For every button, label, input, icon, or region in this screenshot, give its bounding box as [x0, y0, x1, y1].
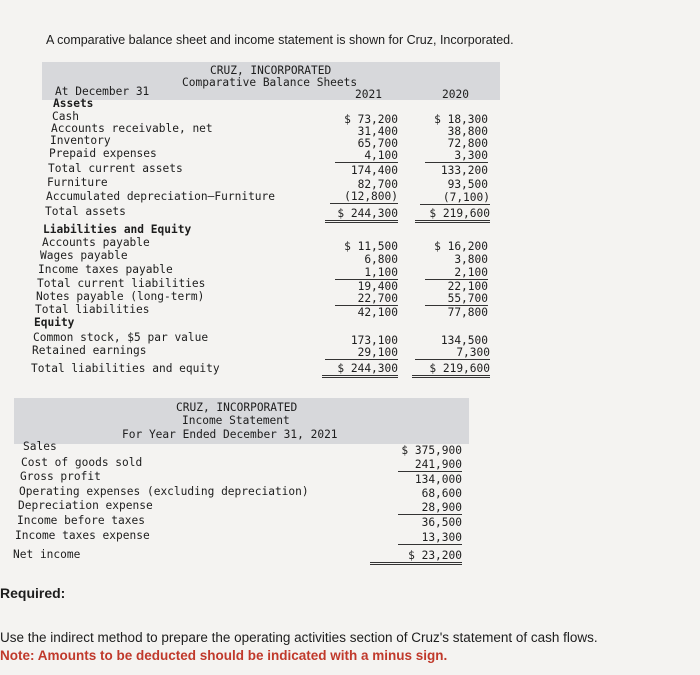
notes-payable-2021: 22,700	[335, 292, 398, 306]
total-liabilities-2020: 77,800	[447, 306, 488, 319]
total-current-assets-2021: 174,400	[350, 164, 398, 177]
row-label-depreciation-expense: Depreciation expense	[18, 499, 153, 512]
row-label-income-before-taxes: Income before taxes	[17, 514, 145, 527]
net-income-value: $ 23,200	[370, 549, 462, 565]
row-label-prepaid-expenses: Prepaid expenses	[49, 147, 157, 160]
total-assets-2020: $ 219,600	[415, 207, 490, 223]
furniture-2020: 93,500	[447, 178, 488, 191]
section-equity: Equity	[34, 316, 75, 329]
accounts-receivable-2021: 31,400	[357, 125, 398, 138]
income-statement-title: Income Statement	[182, 414, 290, 427]
sales-value: $ 375,900	[401, 444, 462, 457]
balance-sheet-col-2021: 2021	[355, 88, 382, 101]
required-label: Required:	[0, 585, 66, 601]
wages-payable-2020: 3,800	[454, 253, 488, 266]
row-label-cost-of-goods-sold: Cost of goods sold	[21, 456, 143, 469]
income-taxes-payable-2020: 2,100	[425, 266, 488, 280]
section-liabilities-and-equity: Liabilities and Equity	[43, 223, 192, 236]
inventory-2021: 65,700	[357, 137, 398, 150]
row-label-accounts-payable: Accounts payable	[42, 236, 150, 249]
total-assets-2021: $ 244,300	[325, 207, 398, 223]
common-stock-2020: 134,500	[440, 334, 488, 347]
total-liabilities-and-equity-2021: $ 244,300	[322, 362, 398, 378]
prepaid-expenses-2021: 4,100	[335, 149, 398, 163]
accounts-payable-2021: $ 11,500	[344, 240, 398, 253]
accumulated-depreciation-2020: (7,100)	[420, 191, 490, 205]
balance-sheet-col-2020: 2020	[442, 88, 469, 101]
cash-2021: $ 73,200	[344, 113, 398, 126]
operating-expenses-value: 68,600	[421, 487, 462, 500]
row-label-cash: Cash	[52, 110, 79, 123]
balance-sheet-company: CRUZ, INCORPORATED	[210, 64, 332, 77]
total-current-liabilities-2020: 22,100	[447, 280, 488, 293]
row-label-total-current-liabilities: Total current liabilities	[37, 277, 206, 290]
prepaid-expenses-2020: 3,300	[425, 149, 488, 163]
depreciation-expense-value: 28,900	[398, 501, 462, 515]
notes-payable-2020: 55,700	[425, 292, 488, 306]
cost-of-goods-sold-value: 241,900	[398, 458, 462, 472]
row-label-income-taxes-payable: Income taxes payable	[38, 263, 173, 276]
income-statement-company: CRUZ, INCORPORATED	[176, 401, 298, 414]
row-label-total-liabilities: Total liabilities	[35, 303, 150, 316]
total-current-liabilities-2021: 19,400	[357, 280, 398, 293]
section-assets: Assets	[53, 97, 94, 110]
balance-sheet-title: Comparative Balance Sheets	[182, 76, 358, 89]
total-current-assets-2020: 133,200	[440, 164, 488, 177]
income-statement-period: For Year Ended December 31, 2021	[122, 428, 338, 441]
row-label-retained-earnings: Retained earnings	[32, 344, 147, 357]
retained-earnings-2020: 7,300	[415, 346, 490, 360]
balance-sheet-date-label: At December 31	[55, 85, 150, 98]
row-label-total-liabilities-and-equity: Total liabilities and equity	[31, 362, 220, 375]
inventory-2020: 72,800	[447, 137, 488, 150]
row-label-accounts-receivable: Accounts receivable, net	[51, 122, 213, 135]
row-label-gross-profit: Gross profit	[20, 470, 101, 483]
row-label-inventory: Inventory	[50, 134, 111, 147]
cash-2020: $ 18,300	[434, 113, 488, 126]
retained-earnings-2021: 29,100	[325, 346, 398, 360]
income-taxes-expense-value: 13,300	[398, 531, 462, 545]
gross-profit-value: 134,000	[414, 473, 462, 486]
furniture-2021: 82,700	[357, 178, 398, 191]
total-liabilities-and-equity-2020: $ 219,600	[412, 362, 490, 378]
income-taxes-payable-2021: 1,100	[335, 266, 398, 280]
accumulated-depreciation-2021: (12,800)	[330, 190, 398, 204]
row-label-net-income: Net income	[13, 548, 81, 561]
row-label-wages-payable: Wages payable	[40, 249, 128, 262]
common-stock-2021: 173,100	[350, 334, 398, 347]
row-label-furniture: Furniture	[47, 176, 108, 189]
row-label-operating-expenses: Operating expenses (excluding depreciation)	[19, 485, 309, 498]
intro-text: A comparative balance sheet and income statement is shown for Cruz, Incorporated.	[46, 33, 514, 47]
wages-payable-2021: 6,800	[364, 253, 398, 266]
row-label-notes-payable: Notes payable (long-term)	[36, 290, 205, 303]
row-label-accumulated-depreciation: Accumulated depreciation—Furniture	[46, 190, 276, 203]
row-label-total-assets: Total assets	[45, 205, 126, 218]
accounts-receivable-2020: 38,800	[447, 125, 488, 138]
income-before-taxes-value: 36,500	[421, 516, 462, 529]
note-text: Note: Amounts to be deducted should be indicated with a minus sign.	[0, 648, 448, 663]
row-label-total-current-assets: Total current assets	[48, 162, 183, 175]
row-label-common-stock: Common stock, $5 par value	[33, 331, 209, 344]
total-liabilities-2021: 42,100	[357, 306, 398, 319]
instruction-text: Use the indirect method to prepare the operating activities section of Cruz's statement of cash flows.	[0, 630, 598, 645]
row-label-income-taxes-expense: Income taxes expense	[15, 529, 150, 542]
accounts-payable-2020: $ 16,200	[434, 240, 488, 253]
row-label-sales: Sales	[23, 440, 57, 453]
